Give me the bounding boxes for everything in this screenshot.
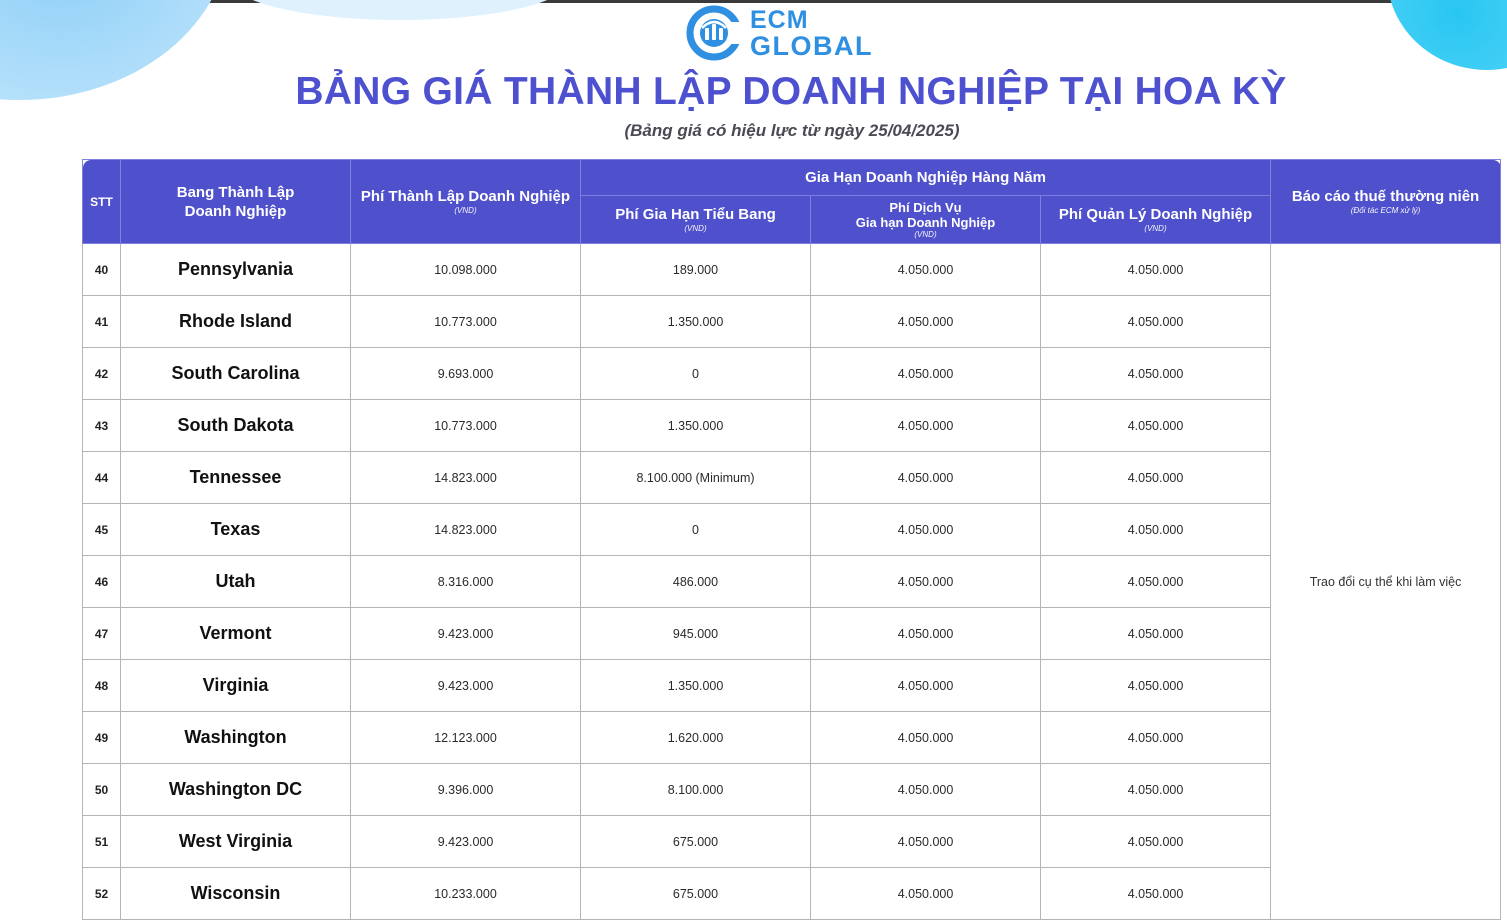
header-setup-fee-unit: (VND) (454, 206, 477, 215)
cell-setup-fee: 9.423.000 (351, 608, 581, 660)
cell-service-fee: 4.050.000 (811, 452, 1041, 504)
brand-name (750, 7, 873, 59)
cell-state-fee: 8.100.000 (Minimum) (581, 452, 811, 504)
header-tax-report-note: (Đối tác ECM xử lý) (1350, 206, 1421, 215)
cell-setup-fee: 9.396.000 (351, 764, 581, 816)
cell-state-fee: 1.350.000 (581, 400, 811, 452)
cell-state: Washington (121, 712, 351, 764)
cell-state: Texas (121, 504, 351, 556)
header-setup-fee-label: Phí Thành Lập Doanh Nghiệp (360, 188, 571, 205)
cell-service-fee: 4.050.000 (811, 608, 1041, 660)
header-service-fee-line2: Gia hạn Doanh Nghiệp (855, 214, 996, 230)
cell-stt: 48 (83, 660, 121, 712)
cell-management-fee: 4.050.000 (1041, 660, 1271, 712)
cell-state-fee: 486.000 (581, 556, 811, 608)
cell-management-fee: 4.050.000 (1041, 348, 1271, 400)
cell-state: Washington DC (121, 764, 351, 816)
header-setup-fee (351, 160, 581, 244)
cell-service-fee: 4.050.000 (811, 504, 1041, 556)
cell-setup-fee: 14.823.000 (351, 504, 581, 556)
cell-state-fee: 675.000 (581, 816, 811, 868)
header-state-fee-unit: (VND) (684, 224, 707, 233)
header-renewal-group: Gia Hạn Doanh Nghiệp Hàng Năm (581, 160, 1271, 196)
header-state-fee (581, 196, 811, 244)
cell-state: Virginia (121, 660, 351, 712)
cell-state-fee: 675.000 (581, 868, 811, 920)
cell-management-fee: 4.050.000 (1041, 556, 1271, 608)
cell-stt: 42 (83, 348, 121, 400)
cell-service-fee: 4.050.000 (811, 868, 1041, 920)
table-row (83, 244, 1501, 296)
brand-line2: GLOBAL (750, 31, 873, 61)
cell-state-fee: 189.000 (581, 244, 811, 296)
cell-management-fee: 4.050.000 (1041, 816, 1271, 868)
cell-setup-fee: 9.423.000 (351, 660, 581, 712)
decorative-wave-right (1387, 0, 1507, 70)
cell-setup-fee: 14.823.000 (351, 452, 581, 504)
cell-setup-fee: 10.233.000 (351, 868, 581, 920)
cell-service-fee: 4.050.000 (811, 712, 1041, 764)
cell-stt: 41 (83, 296, 121, 348)
cell-stt: 49 (83, 712, 121, 764)
cell-stt: 43 (83, 400, 121, 452)
cell-service-fee: 4.050.000 (811, 348, 1041, 400)
cell-stt: 47 (83, 608, 121, 660)
cell-management-fee: 4.050.000 (1041, 868, 1271, 920)
cell-service-fee: 4.050.000 (811, 816, 1041, 868)
cell-state-fee: 1.620.000 (581, 712, 811, 764)
cell-state: West Virginia (121, 816, 351, 868)
header-service-fee (811, 196, 1041, 244)
cell-service-fee: 4.050.000 (811, 660, 1041, 712)
price-table (82, 159, 1501, 920)
cell-management-fee: 4.050.000 (1041, 764, 1271, 816)
price-table-container (82, 159, 1500, 922)
cell-setup-fee: 9.423.000 (351, 816, 581, 868)
cell-service-fee: 4.050.000 (811, 400, 1041, 452)
cell-management-fee: 4.050.000 (1041, 244, 1271, 296)
cell-state: Pennsylvania (121, 244, 351, 296)
decorative-wave-left-light (230, 0, 570, 20)
table-header (83, 160, 1501, 244)
cell-stt: 51 (83, 816, 121, 868)
header-state-fee-label: Phí Gia Hạn Tiểu Bang (615, 206, 776, 223)
cell-management-fee: 4.050.000 (1041, 296, 1271, 348)
cell-state: Tennessee (121, 452, 351, 504)
header-state (121, 160, 351, 244)
cell-stt: 52 (83, 868, 121, 920)
cell-state-fee: 8.100.000 (581, 764, 811, 816)
cell-state-fee: 0 (581, 348, 811, 400)
page-subtitle: (Bảng giá có hiệu lực từ ngày 25/04/2025) (624, 121, 960, 140)
cell-setup-fee: 12.123.000 (351, 712, 581, 764)
cell-setup-fee: 10.098.000 (351, 244, 581, 296)
cell-setup-fee: 10.773.000 (351, 400, 581, 452)
header-service-fee-unit: (VND) (914, 229, 937, 239)
header-management-fee-label: Phí Quản Lý Doanh Nghiệp (1058, 206, 1253, 223)
cell-management-fee: 4.050.000 (1041, 400, 1271, 452)
cell-service-fee: 4.050.000 (811, 556, 1041, 608)
cell-service-fee: 4.050.000 (811, 764, 1041, 816)
brand-logo (684, 4, 873, 62)
cell-stt: 46 (83, 556, 121, 608)
cell-stt: 40 (83, 244, 121, 296)
cell-management-fee: 4.050.000 (1041, 712, 1271, 764)
cell-state-fee: 0 (581, 504, 811, 556)
cell-setup-fee: 10.773.000 (351, 296, 581, 348)
brand-line1: ECM (750, 6, 809, 34)
cell-state: Vermont (121, 608, 351, 660)
cell-state: Rhode Island (121, 296, 351, 348)
table-body (83, 244, 1501, 920)
cell-tax-report: Trao đổi cụ thể khi làm việc (1271, 244, 1501, 920)
cell-stt: 44 (83, 452, 121, 504)
cell-setup-fee: 8.316.000 (351, 556, 581, 608)
ecm-logo-icon (684, 4, 744, 62)
cell-state-fee: 1.350.000 (581, 660, 811, 712)
cell-state-fee: 945.000 (581, 608, 811, 660)
cell-state: South Carolina (121, 348, 351, 400)
cell-service-fee: 4.050.000 (811, 244, 1041, 296)
cell-management-fee: 4.050.000 (1041, 452, 1271, 504)
cell-state: South Dakota (121, 400, 351, 452)
header-stt: STT (83, 160, 121, 244)
cell-stt: 45 (83, 504, 121, 556)
cell-state: Utah (121, 556, 351, 608)
cell-state-fee: 1.350.000 (581, 296, 811, 348)
page-title: BẢNG GIÁ THÀNH LẬP DOANH NGHIỆP TẠI HOA KỲ (295, 70, 1287, 113)
cell-stt: 50 (83, 764, 121, 816)
header-service-fee-line1: Phí Dịch Vụ (889, 199, 962, 215)
top-border (0, 0, 1507, 3)
header-tax-report (1271, 160, 1501, 244)
header-management-fee (1041, 196, 1271, 244)
cell-service-fee: 4.050.000 (811, 296, 1041, 348)
header-management-fee-unit: (VND) (1144, 224, 1167, 233)
header-tax-report-label: Báo cáo thuế thường niên (1291, 188, 1480, 205)
cell-setup-fee: 9.693.000 (351, 348, 581, 400)
cell-state: Wisconsin (121, 868, 351, 920)
cell-management-fee: 4.050.000 (1041, 504, 1271, 556)
cell-management-fee: 4.050.000 (1041, 608, 1271, 660)
header-state-label: Bang Thành Lập Doanh Nghiệp (176, 183, 295, 220)
